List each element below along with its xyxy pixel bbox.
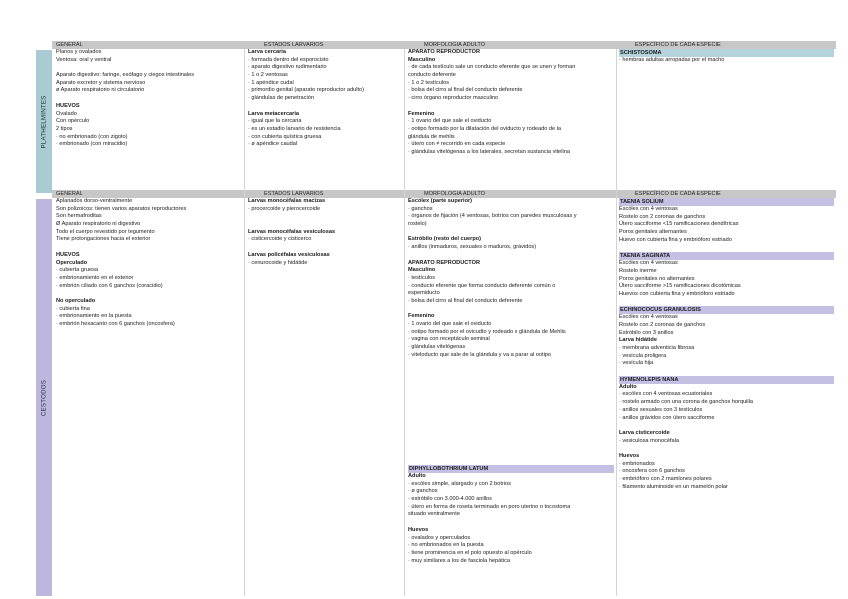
side-label-cestodos	[36, 199, 52, 596]
header-larvarios: ESTADOS LARVARIOS	[264, 42, 324, 48]
text-line: Escólex con 4 ventosas	[619, 206, 678, 212]
text-line: · embrión ciliado con 6 ganchos (coracidio)	[56, 282, 163, 289]
blank-line	[248, 221, 402, 229]
blank-line	[408, 252, 614, 260]
text-line: Útero sacciforme >15 ramificaciones dicotómicas	[619, 283, 741, 290]
text-line: · vesícula proligera	[619, 352, 667, 359]
header-row-cestodos	[52, 190, 836, 198]
blank-line	[56, 64, 242, 72]
blank-line	[408, 229, 614, 237]
text-line: · muy similares a los de fasciola hepática	[408, 557, 510, 564]
text-line: Huevos	[408, 526, 429, 533]
text-line: Poros genitales no alternantes	[619, 275, 695, 282]
blank-line	[56, 290, 242, 298]
text-line: Son polizoicos: tienen varios aparatos reproductores	[56, 205, 187, 212]
text-line: Escólex con 4 ventosas	[619, 314, 678, 321]
text-line: · estróbilo con 3.000-4.000 anillos	[408, 496, 492, 503]
text-line: Larva cisticercoide	[619, 429, 670, 436]
text-line: · 1 o 2 testículos	[408, 79, 450, 86]
text-line: · anillos sexuales con 3 testículos	[619, 406, 703, 413]
text-line: Ø Aparato respiratorio ni digestivo	[56, 221, 141, 228]
text-line: Aparato digestivo: faringe, esófago y ciegos intestinales	[56, 72, 195, 79]
text-line: · tiene prominencia en el polo opuesto al opérculo	[408, 549, 532, 556]
text-line: · es un estadio larvario de resistencia	[248, 125, 341, 132]
text-line: situado ventralmente	[408, 511, 460, 518]
text-line: · filamento aluminoide en un mamelón polar	[619, 483, 728, 490]
text-line: APARATO REPRODUCTOR	[408, 259, 480, 266]
text-line: Estróbilo (resto del cuerpo)	[408, 236, 482, 243]
text-line: · vagina con receptáculo seminal	[408, 336, 490, 343]
text-line: APARATO REPRODUCTOR	[408, 49, 480, 55]
text-line: · glándulas de penetración	[248, 95, 314, 102]
text-line: · escólex con 4 ventosas ecuatoriales	[619, 391, 713, 398]
header-morfologia: MORFOLOGIA ADULTO	[424, 42, 486, 48]
text-line: Huevo con cubierta fina y embrióforo estriado	[619, 236, 732, 243]
species-title-taenia-solium: TAENIA SOLIUM	[619, 198, 834, 206]
text-line: Adulto	[619, 383, 637, 390]
text-line: Rostelo con 2 coronas de ganchos	[619, 321, 706, 328]
text-line: Escólex con 4 ventosas	[619, 260, 678, 267]
ces-larvarios-column	[248, 198, 402, 267]
text-line: · bolsa del cirro al final del conducto deferente	[408, 87, 523, 94]
blank-line	[56, 244, 242, 252]
species-lines	[408, 473, 614, 565]
species-title-diphyllobothrium: DIPHYLLOBOTHRIUM LATUM	[408, 465, 614, 473]
text-line: Con opérculo	[56, 118, 90, 125]
blank-line	[619, 422, 834, 430]
text-line: conducto deferente	[408, 72, 456, 79]
blank-line	[408, 306, 614, 314]
text-line: · útero en forma de roseta terminado en poro uterino o tocostoma	[408, 503, 571, 510]
species-lines	[619, 314, 834, 368]
ces-especifico-column	[619, 198, 834, 491]
text-line: Larva hidátide	[619, 337, 657, 344]
text-line: Operculado	[56, 259, 88, 266]
text-line: · vesícula hija	[619, 360, 654, 367]
text-line: · embrionados	[619, 460, 655, 467]
text-line: Huevos con cubierta fina y embrióforo estriado	[619, 290, 735, 297]
text-line: Larvas monocéfalas vesiculosas	[248, 228, 336, 235]
column-divider	[244, 49, 245, 596]
header-general: GENERAL	[56, 42, 83, 48]
species-title-taenia-saginata: TAENIA SAGINATA	[619, 252, 834, 260]
text-line: · glándulas vitelógenas a los laterales, secretan sustancia vitelina	[408, 148, 571, 155]
text-line: Larva cercaria	[248, 49, 286, 55]
text-line: HUEVOS	[56, 251, 80, 258]
text-line: ø Aparato respiratorio ni circulatorio	[56, 87, 145, 94]
text-line: · hembras adultas arropadas por el macho	[619, 57, 725, 63]
text-line: Femenino	[408, 110, 435, 117]
text-line: · rostelo armado con una corona de ganchos horquilla	[619, 399, 754, 406]
text-line: · aparato digestivo rudimentario	[248, 64, 327, 71]
text-line: · cubierta gruesa	[56, 267, 98, 274]
text-line: · cisticercoide y cisticerco	[248, 236, 312, 243]
text-line: Útero sacciforme <15 ramificaciones dendítricas	[619, 221, 739, 228]
header-row-platelmintes	[52, 41, 836, 49]
text-line: · escólex simple, alargado y con 2 botrios	[408, 480, 511, 487]
plat-especifico-column	[619, 49, 834, 65]
header-especifico: ESPECÍFICO DE CADA ESPECIE	[635, 42, 721, 48]
column-divider	[616, 49, 617, 596]
plat-general-column	[56, 49, 242, 149]
text-line: · viteloducto que sale de la glándula y va a parar al ootipo	[408, 351, 552, 358]
text-line: Masculino	[408, 267, 436, 274]
text-line: · cenurocoide y hidátide	[248, 259, 308, 266]
plat-larvarios-column	[248, 49, 402, 149]
text-line: · 1 o 2 ventosas	[248, 72, 288, 79]
text-line: Larva metacercaria	[248, 110, 300, 117]
column-divider	[404, 49, 405, 596]
text-line: · 1 ovario del que sale el oviducto	[408, 118, 492, 125]
species-title-echinococus: ECHINOCOCUS GRANULOSIS	[619, 306, 834, 314]
blank-line	[248, 213, 402, 221]
text-line: No operculado	[56, 297, 96, 304]
text-line: · formada dentro del esporocisto	[248, 56, 329, 63]
text-line: · membrana adventicia fibrosa	[619, 345, 695, 351]
text-line: Larvas policéfalas vesiculosas	[248, 251, 330, 258]
blank-line	[619, 445, 834, 453]
text-line: Larvas monocéfalas macizas	[248, 198, 326, 204]
blank-line	[408, 103, 614, 111]
text-line: Todo el cuerpo revestido por tegumento	[56, 228, 155, 235]
text-line: Rostelo con 2 coronas de ganchos	[619, 213, 706, 220]
text-line: · útero con ≠ recorrido en cada especie	[408, 141, 506, 148]
text-line: · glándulas vitelógenas	[408, 344, 466, 351]
blank-line	[408, 519, 614, 527]
text-line: · anillos grávidos con útero sacciforme	[619, 414, 715, 421]
species-lines	[619, 384, 834, 492]
text-line: · oncosfera con 6 ganchos	[619, 468, 685, 475]
text-line: Rostelo inerme	[619, 267, 657, 274]
species-lines	[619, 206, 834, 244]
text-line: · igual que la cercaria	[248, 118, 302, 125]
text-line: · vesiculosa monocéfala	[619, 437, 680, 444]
header-larvarios: ESTADOS LARVARIOS	[264, 191, 324, 197]
summary-table	[36, 38, 836, 596]
text-line: Ventosa: oral y ventral	[56, 56, 112, 63]
text-line: espemiducto	[408, 290, 440, 297]
text-line: · anillos (inmaduros, sexuales o maduros, grávidos)	[408, 244, 537, 251]
species-title-hymenolepis: HYMENOLEPIS NANA	[619, 376, 834, 384]
text-line: · órganos de fijación (4 ventosas, botrios con paredes musculosas y	[408, 213, 577, 220]
text-line: Femenino	[408, 313, 435, 320]
text-line: · conducto eferente que forma conducto deferente común o	[408, 282, 556, 289]
text-line: · primordio genital (aparato reproductor adulto)	[248, 87, 364, 94]
text-line: Aparato excretor y sistema nervioso	[56, 79, 146, 86]
text-line: · embrionamiento en la puesta	[56, 313, 132, 320]
text-line: · ovalados y operculados	[408, 534, 471, 541]
text-line: Ovalado	[56, 110, 77, 117]
diphyllobothrium-block	[408, 465, 614, 565]
side-label-text: CESTODOS	[40, 379, 48, 416]
text-line: · testículos	[408, 274, 436, 281]
text-line: · cirro órgano reproductor masculino	[408, 95, 499, 102]
blank-line	[248, 244, 402, 252]
ces-general-column	[56, 198, 242, 329]
text-line: · cubierta fina	[56, 305, 90, 312]
text-line: · 1 apéndice cudal	[248, 79, 294, 86]
text-line: HUEVOS	[56, 102, 80, 109]
text-line: · procercoide y pierocercoide	[248, 205, 321, 212]
side-label-platelmintes	[36, 50, 52, 193]
text-line: Son hermafroditas	[56, 213, 102, 220]
text-line: · bolsa del cirro al final del conducto deferente	[408, 297, 523, 304]
text-line: · no embrionados en la puesta	[408, 542, 484, 549]
text-line: Tiene prolongaciones hacia el exterior	[56, 236, 151, 243]
text-line: · no embrionado (con zigoto)	[56, 133, 128, 140]
blank-line	[56, 95, 242, 103]
text-line: · de cada testículo sale un conducto eferente que se unen y forman	[408, 64, 576, 71]
blank-line	[248, 103, 402, 111]
text-line: Planos y ovalados	[56, 49, 102, 55]
text-line: · ø ganchos	[408, 488, 438, 495]
text-line: · embrión hexacanto con 6 ganchos (oncosfera)	[56, 321, 175, 327]
text-line: Aplanados dorso-ventralmente	[56, 198, 133, 204]
text-line: · con cubierta quística gruesa	[248, 133, 322, 140]
text-line: · embrionado (con miracidio)	[56, 141, 128, 148]
text-line: · embrióforo con 2 mamlones polares	[619, 476, 712, 482]
side-label-text: PLATHELMINTES	[40, 94, 48, 149]
text-line: Masculino	[408, 56, 436, 63]
text-line: · ganchos	[408, 205, 433, 212]
text-line: · ø apéndice caudal	[248, 141, 298, 148]
species-lines	[619, 57, 834, 65]
header-morfologia: MORFOLOGIA ADULTO	[424, 191, 486, 197]
text-line: Escólex (parte superior)	[408, 198, 473, 204]
species-lines	[619, 260, 834, 298]
text-line: · ootipo formado por la dilatación del oviducto y rodeado de la	[408, 125, 561, 132]
plat-morfologia-column	[408, 49, 614, 157]
text-line: Estróbilo con 3 anillos	[619, 329, 674, 336]
species-title-schistosoma: SCHISTOSOMA	[619, 49, 834, 57]
ces-morfologia-column	[408, 198, 614, 359]
text-line: · embrionamiento en el exterior	[56, 274, 134, 281]
text-line: Adulto	[408, 473, 426, 479]
text-line: glándula de mehlis	[408, 133, 455, 140]
text-line: 2 tipos	[56, 125, 73, 132]
header-general: GENERAL	[56, 191, 83, 197]
text-line: Huevos	[619, 452, 640, 459]
text-line: · 1 ovario del que sale el oviducto	[408, 321, 492, 327]
text-line: Poros genitales alternantes	[619, 229, 687, 236]
text-line: rostelo)	[408, 221, 427, 228]
text-line: · ootipo formado por el ovicudto y rodeado x glándula de Mehlis	[408, 328, 566, 335]
header-especifico: ESPECÍFICO DE CADA ESPECIE	[635, 191, 721, 197]
